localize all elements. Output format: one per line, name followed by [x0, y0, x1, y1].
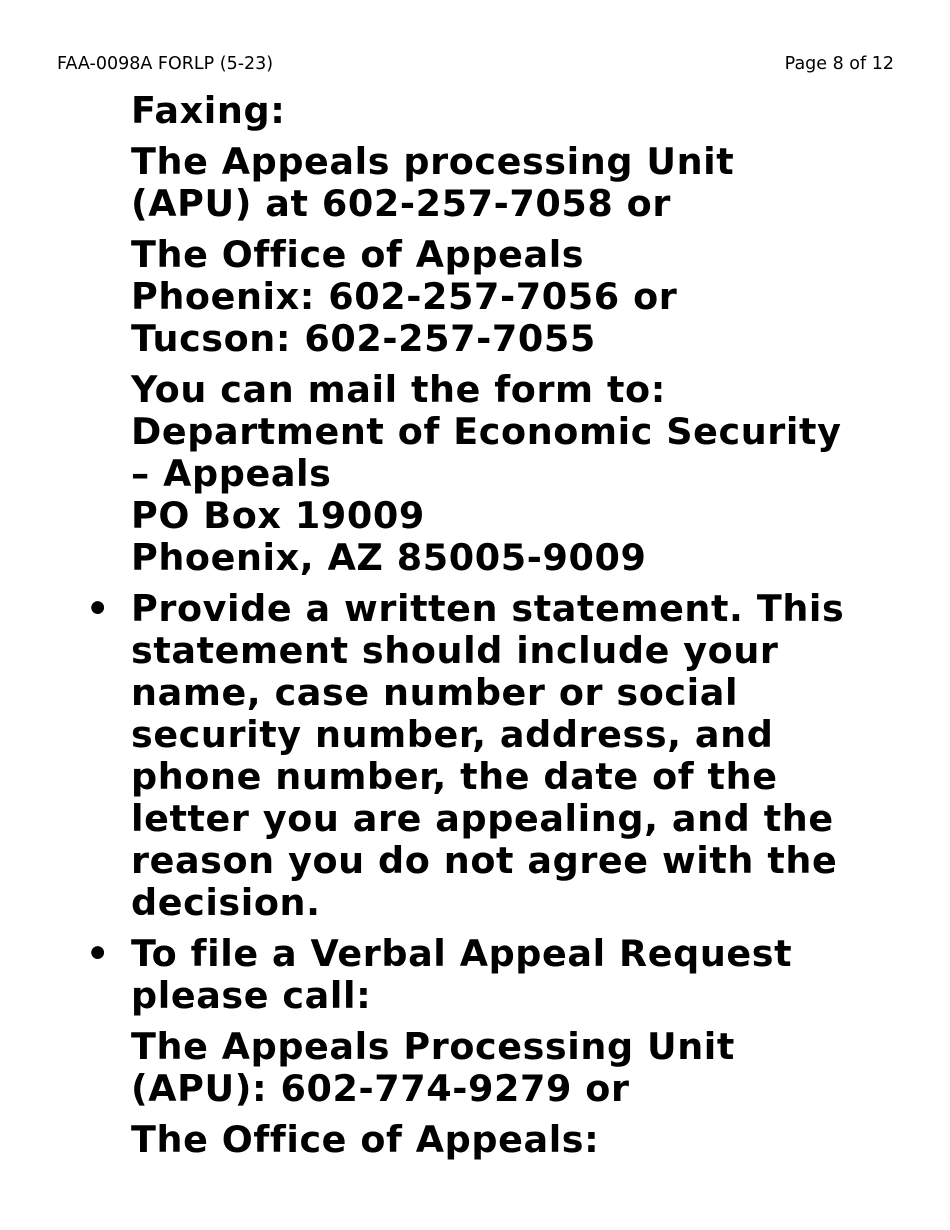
mail-address-block	[131, 369, 931, 579]
verbal-apu-block	[131, 1026, 931, 1110]
verbal-apu-number: (APU): 602-774-9279 or	[131, 1067, 630, 1110]
verbal-office-title: The Office of Appeals:	[131, 1118, 600, 1161]
bullet-verbal-appeal	[86, 932, 931, 1017]
form-id: FAA-0098A FORLP (5-23)	[57, 54, 274, 74]
mail-division: – Appeals	[131, 452, 332, 495]
faxing-apu-number: (APU) at 602-257-7058 or	[131, 182, 671, 225]
bullet-icon: •	[86, 932, 110, 975]
bullet-line: name, case number or social	[131, 671, 739, 714]
bullet-line: decision.	[131, 881, 321, 924]
faxing-office-block	[131, 234, 931, 360]
bullet-line: reason you do not agree with the	[131, 839, 838, 882]
mail-city-zip: Phoenix, AZ 85005-9009	[131, 536, 647, 579]
page-number: Page 8 of 12	[784, 54, 894, 74]
bullet-icon: •	[86, 587, 110, 630]
mail-department: Department of Economic Security	[131, 410, 842, 453]
faxing-phoenix-number: Phoenix: 602-257-7056 or	[131, 275, 678, 318]
bullet-line: phone number, the date of the	[131, 755, 778, 798]
faxing-heading-block	[131, 90, 931, 132]
document-body	[86, 89, 931, 1170]
bullet-written-statement	[86, 587, 931, 924]
mail-po-box: PO Box 19009	[131, 494, 425, 537]
faxing-apu-block	[131, 141, 931, 225]
verbal-apu-title: The Appeals Processing Unit	[131, 1025, 735, 1068]
bullet-line: letter you are appealing, and the	[131, 797, 834, 840]
bullet-line: To file a Verbal Appeal Request	[131, 932, 793, 975]
verbal-office-block	[131, 1119, 931, 1161]
bullet-line: statement should include your	[131, 629, 779, 672]
faxing-tucson-number: Tucson: 602-257-7055	[131, 317, 596, 360]
bullet-line: Provide a written statement. This	[131, 587, 845, 630]
mail-intro: You can mail the form to:	[131, 368, 666, 411]
page-header	[57, 52, 894, 76]
faxing-apu-line: The Appeals processing Unit	[131, 140, 735, 183]
bullet-line: please call:	[131, 974, 372, 1017]
faxing-office-title: The Office of Appeals	[131, 233, 585, 276]
faxing-heading: Faxing:	[131, 89, 286, 132]
bullet-line: security number, address, and	[131, 713, 774, 756]
